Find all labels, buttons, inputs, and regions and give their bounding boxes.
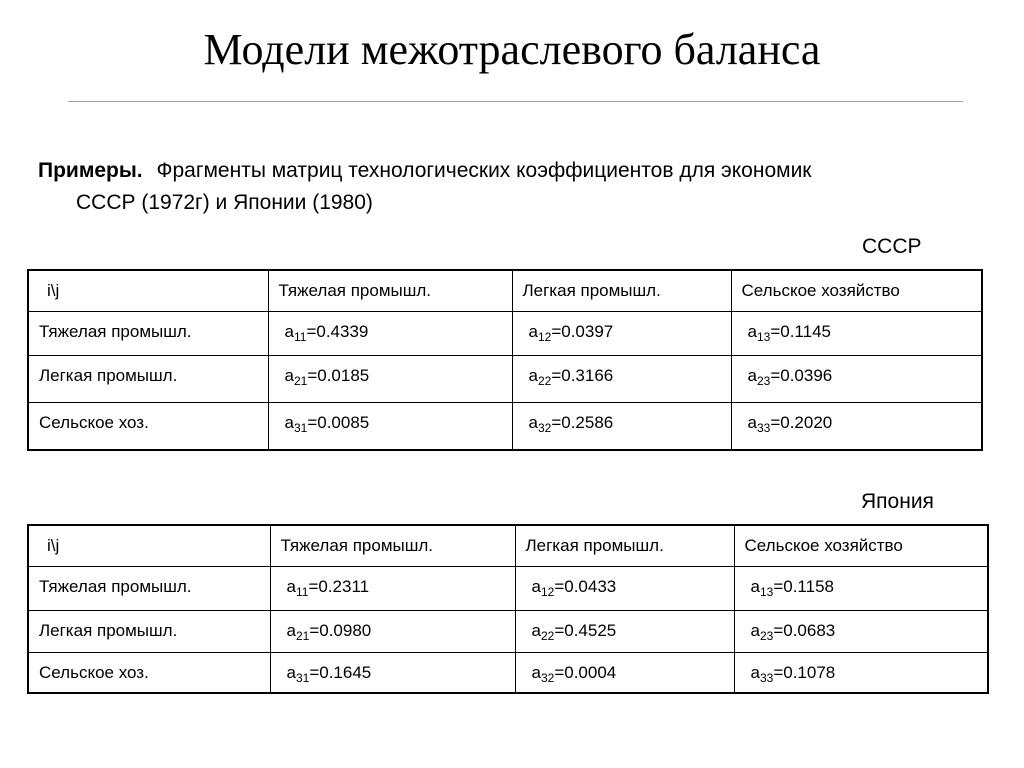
intro-lead: Примеры. <box>38 159 143 182</box>
intro-line-1: Фрагменты матриц технологических коэффициентов для экономик <box>156 159 812 182</box>
table-row <box>28 311 982 355</box>
country-label-ussr: СССР <box>862 235 922 258</box>
header-cell: Сельское хозяйство <box>731 270 982 311</box>
coefficient-cell: $a_{22}=0.4525$ <box>515 610 734 652</box>
coefficient-cell: $a_{33}=0.2020$ <box>731 402 982 450</box>
row-label: Сельское хоз. <box>28 652 270 693</box>
table-header-row <box>28 270 982 311</box>
header-cell: Легкая промышл. <box>512 270 731 311</box>
header-cell: i\j <box>28 525 270 566</box>
coefficient-cell: $a_{12}=0.0433$ <box>515 566 734 610</box>
slide-title: Модели межотраслевого баланса <box>203 25 821 74</box>
row-label: Легкая промышл. <box>28 610 270 652</box>
coefficient-cell: $a_{13}=0.1158$ <box>734 566 988 610</box>
header-cell: Тяжелая промышл. <box>270 525 515 566</box>
coefficient-cell: $a_{23}=0.0396$ <box>731 355 982 402</box>
coefficient-cell: $a_{32}=0.2586$ <box>512 402 731 450</box>
row-label: Тяжелая промышл. <box>28 311 268 355</box>
intro-line-2: СССР (1972г) и Японии (1980) <box>76 191 373 214</box>
header-cell: Легкая промышл. <box>515 525 734 566</box>
row-label: Сельское хоз. <box>28 402 268 450</box>
header-cell: Сельское хозяйство <box>734 525 988 566</box>
coefficient-cell: $a_{13}=0.1145$ <box>731 311 982 355</box>
coefficient-cell: $a_{21}=0.0980$ <box>270 610 515 652</box>
coefficient-cell: $a_{32}=0.0004$ <box>515 652 734 693</box>
table-row <box>28 652 988 693</box>
coefficient-cell: $a_{11}=0.2311$ <box>270 566 515 610</box>
row-label: Тяжелая промышл. <box>28 566 270 610</box>
header-cell: i\j <box>28 270 268 311</box>
country-label-japan: Япония <box>861 490 934 513</box>
coefficient-cell: $a_{12}=0.0397$ <box>512 311 731 355</box>
row-label: Легкая промышл. <box>28 355 268 402</box>
coefficient-cell: $a_{33}=0.1078$ <box>734 652 988 693</box>
coefficient-table-japan <box>27 524 989 694</box>
coefficient-cell: $a_{21}=0.0185$ <box>268 355 512 402</box>
coefficient-cell: $a_{23}=0.0683$ <box>734 610 988 652</box>
coefficient-cell: $a_{11}=0.4339$ <box>268 311 512 355</box>
table-row <box>28 610 988 652</box>
intro-text <box>38 155 998 219</box>
table-row <box>28 355 982 402</box>
title-divider <box>68 101 963 102</box>
table-row <box>28 566 988 610</box>
coefficient-cell: $a_{31}=0.0085$ <box>268 402 512 450</box>
table-row <box>28 402 982 450</box>
coefficient-cell: $a_{31}=0.1645$ <box>270 652 515 693</box>
coefficient-table-ussr <box>27 269 983 451</box>
header-cell: Тяжелая промышл. <box>268 270 512 311</box>
table-header-row <box>28 525 988 566</box>
coefficient-cell: $a_{22}=0.3166$ <box>512 355 731 402</box>
